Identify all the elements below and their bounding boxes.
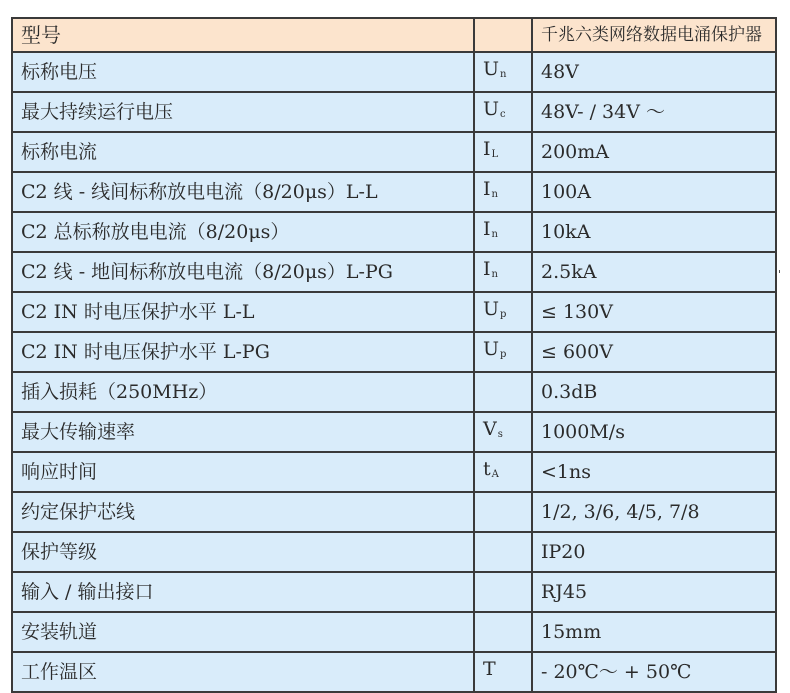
table-row	[12, 652, 776, 692]
param-symbol	[474, 452, 532, 492]
table-row	[12, 52, 776, 92]
symbol-main: U	[483, 58, 500, 80]
symbol-subscript: s	[497, 429, 503, 440]
symbol-main: V	[483, 418, 497, 440]
symbol-main: U	[483, 338, 500, 360]
symbol-main: U	[483, 98, 500, 120]
symbol-main: U	[483, 298, 500, 320]
param-symbol	[474, 92, 532, 132]
param-name: 插入损耗（250MHz）	[12, 372, 474, 412]
param-symbol	[474, 332, 532, 372]
symbol-subscript: A	[491, 469, 499, 480]
param-value: ≤ 130V	[532, 292, 776, 332]
symbol-main: T	[483, 658, 496, 680]
header-symbol	[474, 18, 532, 52]
param-symbol	[474, 652, 532, 692]
param-symbol	[474, 412, 532, 452]
param-symbol	[474, 172, 532, 212]
symbol-subscript: p	[500, 309, 507, 320]
param-name: 响应时间	[12, 452, 474, 492]
edge-mark	[779, 270, 780, 273]
param-symbol	[474, 532, 532, 572]
table-row	[12, 252, 776, 292]
param-name: 保护等级	[12, 532, 474, 572]
table-row	[12, 412, 776, 452]
symbol-subscript: n	[491, 229, 498, 240]
symbol-subscript: p	[500, 349, 507, 360]
param-value: <1ns	[532, 452, 776, 492]
param-value: RJ45	[532, 572, 776, 612]
param-value: 0.3dB	[532, 372, 776, 412]
table-row	[12, 212, 776, 252]
table-row	[12, 172, 776, 212]
header-label: 型号	[12, 18, 474, 52]
header-product-name: 千兆六类网络数据电涌保护器	[532, 18, 776, 52]
symbol-main: I	[483, 258, 491, 280]
param-symbol	[474, 372, 532, 412]
param-name: 工作温区	[12, 652, 474, 692]
symbol-subscript: n	[491, 189, 498, 200]
param-value: 48V	[532, 52, 776, 92]
table-row	[12, 452, 776, 492]
param-name: C2 IN 时电压保护水平 L-PG	[12, 332, 474, 372]
symbol-subscript: n	[491, 269, 498, 280]
param-symbol	[474, 212, 532, 252]
table-row	[12, 492, 776, 532]
table-row	[12, 332, 776, 372]
param-symbol	[474, 52, 532, 92]
param-name: C2 总标称放电电流（8/20μs）	[12, 212, 474, 252]
symbol-main: I	[483, 218, 491, 240]
param-name: 最大传输速率	[12, 412, 474, 452]
table-row	[12, 92, 776, 132]
param-name: 输入 / 输出接口	[12, 572, 474, 612]
param-symbol	[474, 612, 532, 652]
param-name: C2 线 - 线间标称放电电流（8/20μs）L-L	[12, 172, 474, 212]
symbol-subscript: n	[500, 69, 507, 80]
param-value: 10kA	[532, 212, 776, 252]
param-value: 1/2, 3/6, 4/5, 7/8	[532, 492, 776, 532]
table-row	[12, 532, 776, 572]
param-value: 15mm	[532, 612, 776, 652]
param-symbol	[474, 252, 532, 292]
param-name: 安装轨道	[12, 612, 474, 652]
symbol-main: I	[483, 138, 491, 160]
param-symbol	[474, 132, 532, 172]
spec-table-container	[11, 17, 777, 693]
param-value: ≤ 600V	[532, 332, 776, 372]
symbol-subscript: c	[500, 109, 506, 120]
param-symbol	[474, 572, 532, 612]
param-value: IP20	[532, 532, 776, 572]
param-name: 标称电流	[12, 132, 474, 172]
param-symbol	[474, 292, 532, 332]
table-row	[12, 372, 776, 412]
param-symbol	[474, 492, 532, 532]
spec-table	[11, 17, 777, 693]
symbol-main: I	[483, 178, 491, 200]
param-name: 标称电压	[12, 52, 474, 92]
param-value: 2.5kA	[532, 252, 776, 292]
param-name: 最大持续运行电压	[12, 92, 474, 132]
spec-table-body	[12, 18, 776, 692]
param-value: 100A	[532, 172, 776, 212]
param-value: 48V- / 34V ～	[532, 92, 776, 132]
param-value: - 20℃～ + 50℃	[532, 652, 776, 692]
table-row	[12, 572, 776, 612]
param-name: 约定保护芯线	[12, 492, 474, 532]
param-name: C2 线 - 地间标称放电电流（8/20μs）L-PG	[12, 252, 474, 292]
table-header-row	[12, 18, 776, 52]
param-value: 1000M/s	[532, 412, 776, 452]
symbol-main: t	[483, 458, 491, 480]
symbol-subscript: L	[491, 149, 499, 160]
param-name: C2 IN 时电压保护水平 L-L	[12, 292, 474, 332]
param-value: 200mA	[532, 132, 776, 172]
table-row	[12, 612, 776, 652]
table-row	[12, 292, 776, 332]
table-row	[12, 132, 776, 172]
